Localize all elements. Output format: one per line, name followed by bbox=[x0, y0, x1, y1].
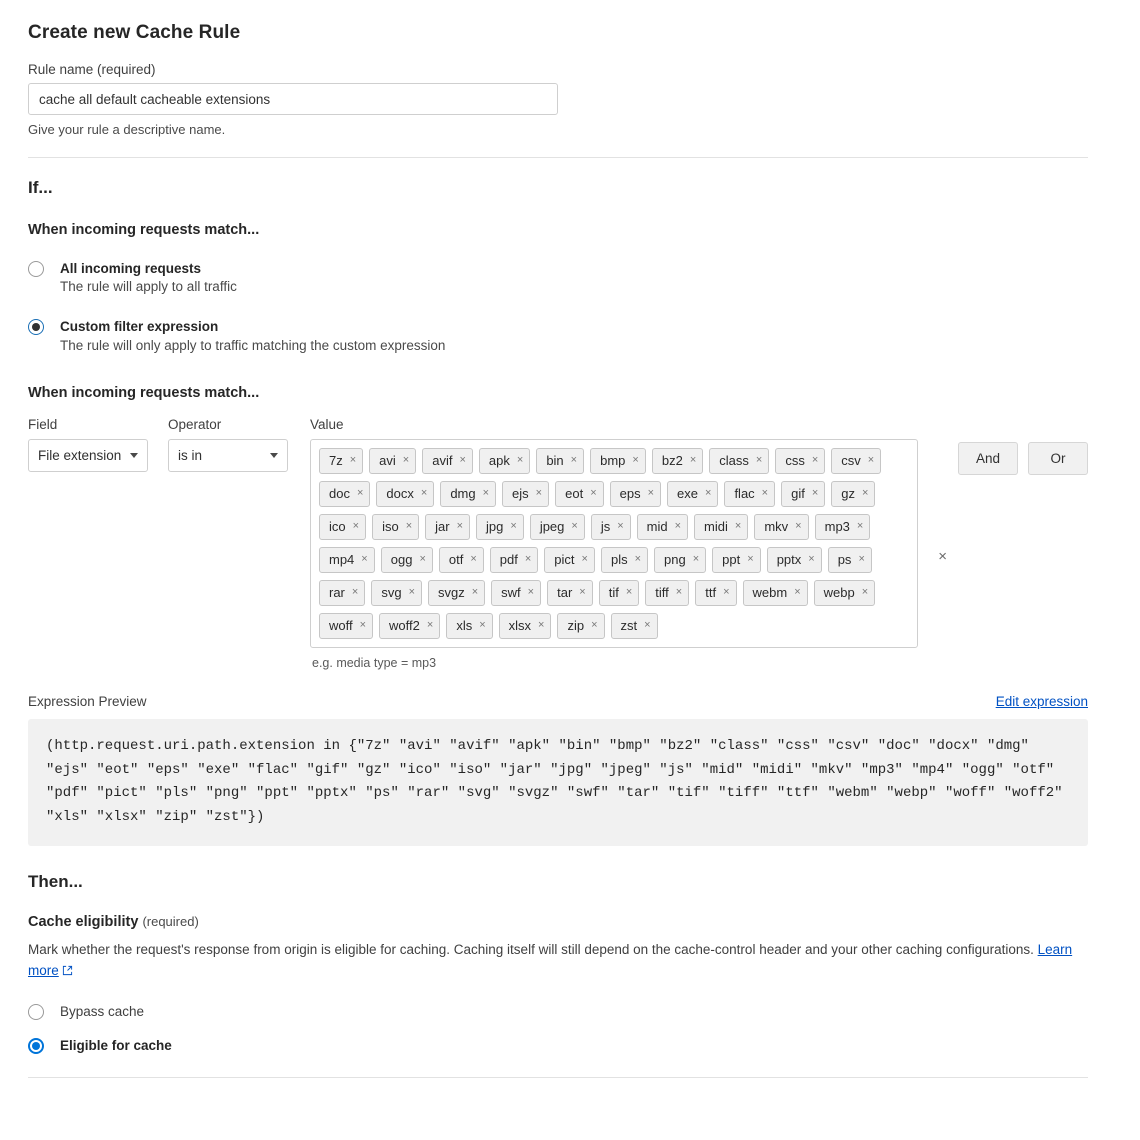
value-token-label: pptx bbox=[776, 552, 802, 568]
remove-token-icon[interactable]: × bbox=[535, 487, 543, 500]
cache-eligibility-description bbox=[28, 940, 1093, 983]
value-token[interactable] bbox=[610, 481, 661, 507]
remove-token-icon[interactable]: × bbox=[862, 487, 869, 500]
value-token[interactable] bbox=[379, 613, 440, 639]
value-token[interactable] bbox=[611, 613, 658, 639]
remove-token-icon[interactable]: × bbox=[867, 454, 875, 467]
value-token-input[interactable] bbox=[310, 439, 947, 648]
field-label: Field bbox=[28, 416, 58, 432]
value-token-label: tif bbox=[608, 585, 619, 601]
cache-eligibility-title: Cache eligibility bbox=[28, 914, 139, 931]
remove-token-icon[interactable]: × bbox=[408, 586, 415, 599]
radio-label-all-requests: All incoming requests bbox=[60, 261, 202, 276]
remove-token-icon[interactable]: × bbox=[761, 487, 769, 500]
value-token[interactable] bbox=[709, 448, 769, 474]
remove-token-icon[interactable]: × bbox=[456, 520, 464, 533]
value-token[interactable] bbox=[440, 481, 496, 507]
value-token[interactable] bbox=[446, 613, 492, 639]
preview-header bbox=[28, 694, 1088, 709]
value-token-label: pdf bbox=[499, 552, 518, 568]
value-token-label: xls bbox=[456, 618, 473, 634]
value-token-label: exe bbox=[677, 486, 698, 502]
remove-token-icon[interactable]: × bbox=[705, 487, 712, 500]
remove-token-icon[interactable]: × bbox=[581, 553, 588, 566]
value-token-label: ppt bbox=[722, 552, 741, 568]
if-heading: If... bbox=[28, 178, 53, 197]
operator-select[interactable] bbox=[168, 439, 288, 472]
value-token-label: ico bbox=[329, 519, 346, 535]
radio-icon-bypass-cache[interactable] bbox=[28, 1004, 44, 1020]
value-token-label: webp bbox=[823, 585, 855, 601]
value-token-label: tiff bbox=[655, 585, 669, 601]
remove-token-icon[interactable]: × bbox=[361, 553, 368, 566]
remove-token-icon[interactable]: × bbox=[479, 619, 486, 632]
value-token[interactable] bbox=[490, 547, 539, 573]
value-token-label: bz2 bbox=[661, 453, 683, 469]
external-link-icon bbox=[62, 962, 73, 983]
value-token-label: mp4 bbox=[329, 552, 355, 568]
remove-token-icon[interactable]: × bbox=[571, 520, 578, 533]
value-token-label: js bbox=[600, 519, 611, 535]
remove-token-icon[interactable]: × bbox=[644, 619, 651, 632]
value-token[interactable] bbox=[491, 580, 541, 606]
value-token[interactable] bbox=[815, 514, 871, 540]
value-token[interactable] bbox=[479, 448, 530, 474]
remove-token-icon[interactable]: × bbox=[590, 487, 597, 500]
value-token-label: png bbox=[664, 552, 686, 568]
expression-builder bbox=[28, 417, 1088, 670]
divider-top bbox=[28, 157, 1088, 158]
value-token[interactable] bbox=[637, 514, 688, 540]
value-token-label: eps bbox=[619, 486, 641, 502]
value-token-label: svg bbox=[381, 585, 402, 601]
chevron-down-icon bbox=[270, 453, 278, 458]
value-token-label: csv bbox=[841, 453, 861, 469]
value-token-label: jpeg bbox=[539, 519, 565, 535]
value-token-label: ejs bbox=[512, 486, 529, 502]
edit-expression-link[interactable]: Edit expression bbox=[995, 693, 1088, 709]
remove-token-icon[interactable]: × bbox=[856, 520, 864, 533]
remove-token-icon[interactable]: × bbox=[634, 553, 642, 566]
value-token-label: avif bbox=[432, 453, 453, 469]
value-token[interactable] bbox=[712, 547, 761, 573]
value-token[interactable] bbox=[319, 547, 375, 573]
remove-token-icon[interactable]: × bbox=[808, 553, 815, 566]
value-token[interactable] bbox=[555, 481, 604, 507]
cache-eligibility-label bbox=[28, 914, 1088, 930]
value-token-label: rar bbox=[329, 585, 345, 601]
value-token[interactable] bbox=[695, 580, 736, 606]
cache-eligibility-description-text: Mark whether the request's response from origin is eligible for caching. Caching itself will still depend on the cache-control header and your other caching configurations. bbox=[28, 942, 1038, 958]
value-token[interactable] bbox=[428, 580, 485, 606]
value-token[interactable] bbox=[694, 514, 748, 540]
value-token-label: svgz bbox=[438, 585, 465, 601]
cache-eligibility-required: (required) bbox=[142, 914, 199, 930]
remove-token-icon[interactable]: × bbox=[674, 520, 682, 533]
radio-option-custom-filter[interactable] bbox=[28, 318, 1088, 354]
remove-token-icon[interactable]: × bbox=[591, 619, 598, 632]
value-column bbox=[310, 416, 947, 670]
value-token-label: woff bbox=[329, 618, 353, 634]
value-token-label: dmg bbox=[450, 486, 476, 502]
remove-token-icon[interactable]: × bbox=[359, 619, 367, 632]
value-token[interactable] bbox=[767, 547, 822, 573]
value-token[interactable] bbox=[376, 481, 434, 507]
value-token[interactable] bbox=[369, 448, 416, 474]
remove-token-icon[interactable]: × bbox=[632, 454, 639, 467]
learn-more-link[interactable]: Learn more bbox=[28, 942, 1073, 978]
value-tokens-wrap bbox=[310, 439, 947, 648]
value-token[interactable] bbox=[667, 481, 718, 507]
value-token[interactable] bbox=[319, 580, 365, 606]
remove-token-icon[interactable]: × bbox=[510, 520, 517, 533]
value-token-label: avi bbox=[379, 453, 396, 469]
radio-option-bypass-cache[interactable] bbox=[28, 1003, 1088, 1021]
remove-token-icon[interactable]: × bbox=[405, 520, 413, 533]
remove-token-icon[interactable]: × bbox=[352, 520, 360, 533]
value-token-label: class bbox=[719, 453, 749, 469]
value-label: Value bbox=[310, 416, 344, 432]
remove-token-icon[interactable]: × bbox=[734, 520, 742, 533]
value-token[interactable] bbox=[814, 580, 876, 606]
value-token-label: gz bbox=[841, 486, 856, 502]
radio-desc-custom-filter: The rule will only apply to traffic matching the custom expression bbox=[60, 337, 446, 353]
value-token[interactable] bbox=[372, 514, 419, 540]
value-token[interactable] bbox=[590, 448, 646, 474]
value-token-label: bin bbox=[546, 453, 564, 469]
value-token[interactable] bbox=[499, 613, 552, 639]
radio-icon-custom-filter[interactable] bbox=[28, 319, 44, 335]
value-token[interactable] bbox=[439, 547, 484, 573]
remove-token-icon[interactable]: × bbox=[538, 619, 545, 632]
value-token[interactable] bbox=[652, 448, 703, 474]
value-token-label: flac bbox=[734, 486, 755, 502]
preview-label: Expression Preview bbox=[28, 693, 147, 709]
value-token-label: otf bbox=[448, 552, 464, 568]
value-token[interactable] bbox=[381, 547, 433, 573]
value-hint: e.g. media type = mp3 bbox=[312, 655, 437, 670]
operator-column bbox=[168, 417, 288, 472]
radio-icon-eligible-for-cache[interactable] bbox=[28, 1038, 44, 1054]
remove-token-icon[interactable]: × bbox=[527, 586, 535, 599]
remove-token-icon[interactable]: × bbox=[349, 454, 357, 467]
value-token[interactable] bbox=[743, 580, 808, 606]
remove-token-icon[interactable]: × bbox=[419, 553, 426, 566]
value-token[interactable] bbox=[536, 448, 584, 474]
value-token-label: mp3 bbox=[824, 519, 850, 535]
remove-token-icon[interactable]: × bbox=[351, 586, 359, 599]
remove-token-icon[interactable]: × bbox=[516, 454, 524, 467]
value-token[interactable] bbox=[422, 448, 473, 474]
operator-label: Operator bbox=[168, 416, 222, 432]
value-token[interactable] bbox=[591, 514, 631, 540]
value-token-label: zip bbox=[567, 618, 585, 634]
remove-token-icon[interactable]: × bbox=[692, 553, 700, 566]
value-token[interactable] bbox=[599, 580, 640, 606]
remove-token-icon[interactable]: × bbox=[482, 487, 490, 500]
value-token[interactable] bbox=[476, 514, 524, 540]
then-heading: Then... bbox=[28, 872, 83, 892]
remove-token-icon[interactable]: × bbox=[794, 586, 801, 599]
remove-token-icon[interactable]: × bbox=[811, 454, 819, 467]
remove-token-icon[interactable]: × bbox=[420, 487, 428, 500]
value-token[interactable] bbox=[547, 580, 593, 606]
value-token[interactable] bbox=[319, 448, 363, 474]
value-token[interactable] bbox=[319, 514, 366, 540]
remove-token-icon[interactable]: × bbox=[459, 454, 466, 467]
page-title: Create new Cache Rule bbox=[28, 22, 241, 43]
remove-token-icon[interactable]: × bbox=[689, 454, 697, 467]
value-token-label: doc bbox=[329, 486, 350, 502]
value-token-label: iso bbox=[382, 519, 399, 535]
value-token[interactable] bbox=[557, 613, 604, 639]
value-token-label: bmp bbox=[600, 453, 626, 469]
divider-bottom bbox=[28, 1077, 1088, 1078]
value-token[interactable] bbox=[319, 481, 370, 507]
value-token-label: mkv bbox=[764, 519, 789, 535]
value-token-label: ogg bbox=[390, 552, 413, 568]
radio-desc-all-requests: The rule will apply to all traffic bbox=[60, 279, 237, 295]
remove-token-icon[interactable]: × bbox=[356, 487, 364, 500]
value-token[interactable] bbox=[502, 481, 549, 507]
remove-token-icon[interactable]: × bbox=[524, 553, 532, 566]
value-token-label: ps bbox=[837, 552, 852, 568]
remove-token-icon[interactable]: × bbox=[795, 520, 802, 533]
value-token[interactable] bbox=[425, 514, 470, 540]
radio-option-all-requests[interactable] bbox=[28, 260, 1088, 296]
value-token-label: pls bbox=[610, 552, 628, 568]
rule-name-help: Give your rule a descriptive name. bbox=[28, 122, 226, 137]
value-token[interactable] bbox=[601, 547, 648, 573]
remove-token-icon[interactable]: × bbox=[675, 586, 683, 599]
value-token-label: apk bbox=[488, 453, 510, 469]
value-token-label: jar bbox=[435, 519, 450, 535]
value-token-label: swf bbox=[501, 585, 521, 601]
value-token-label: jpg bbox=[486, 519, 504, 535]
chevron-down-icon bbox=[130, 453, 138, 458]
value-token-label: mid bbox=[646, 519, 668, 535]
builder-heading: When incoming requests match... bbox=[28, 384, 260, 401]
remove-token-icon[interactable]: × bbox=[723, 586, 730, 599]
remove-token-icon[interactable]: × bbox=[579, 586, 586, 599]
logic-buttons bbox=[958, 442, 1088, 475]
field-select[interactable] bbox=[28, 439, 148, 472]
remove-token-icon[interactable]: × bbox=[470, 553, 477, 566]
value-token-label: gif bbox=[791, 486, 805, 502]
value-token[interactable] bbox=[724, 481, 775, 507]
rule-name-label: Rule name (required) bbox=[28, 62, 156, 77]
value-token-label: 7z bbox=[329, 453, 343, 469]
remove-token-icon[interactable]: × bbox=[402, 454, 410, 467]
value-token-label: midi bbox=[704, 519, 728, 535]
remove-token-icon[interactable]: × bbox=[426, 619, 434, 632]
and-button[interactable]: And bbox=[958, 442, 1018, 475]
value-token-label: zst bbox=[620, 618, 638, 634]
clear-all-icon[interactable]: × bbox=[938, 547, 947, 565]
match-heading: When incoming requests match... bbox=[28, 222, 260, 238]
radio-label-eligible-for-cache: Eligible for cache bbox=[60, 1038, 172, 1054]
value-token[interactable] bbox=[645, 580, 689, 606]
value-token-label: woff2 bbox=[389, 618, 420, 634]
field-select-value: File extension bbox=[38, 447, 122, 463]
operator-select-value: is in bbox=[178, 447, 203, 463]
value-token[interactable] bbox=[371, 580, 422, 606]
value-token[interactable] bbox=[754, 514, 808, 540]
value-token-label: css bbox=[785, 453, 805, 469]
radio-icon-all-requests[interactable] bbox=[28, 261, 44, 277]
value-token-label: ttf bbox=[705, 585, 717, 601]
value-token-label: tar bbox=[557, 585, 573, 601]
value-token-label: pict bbox=[554, 552, 575, 568]
remove-token-icon[interactable]: × bbox=[811, 487, 819, 500]
value-token-label: xlsx bbox=[508, 618, 532, 634]
remove-token-icon[interactable]: × bbox=[471, 586, 479, 599]
value-token[interactable] bbox=[775, 448, 825, 474]
expression-preview: (http.request.uri.path.extension in {"7z" "avi" "avif" "apk" "bin" "bmp" "bz2" "class" "css" "csv" "doc" "docx" "dmg" "ejs" "eot" "eps" "exe" "flac" "gif" "gz" "ico" "iso" "jar" "jpg" "jpeg" "js" "mid" "midi" "mkv" "mp3" "mp4" "ogg" "otf" "pdf" "pict" "pls" "png" "ppt" "pptx" "ps" "rar" "svg" "svgz" "swf" "tar" "tif" "tiff" "ttf" "webm" "webp" "woff" "woff2" "xls" "xlsx" "zip" "zst"}) bbox=[28, 719, 1088, 846]
value-token[interactable] bbox=[654, 547, 706, 573]
field-column bbox=[28, 417, 148, 472]
value-token-label: docx bbox=[386, 486, 414, 502]
value-token[interactable] bbox=[828, 547, 872, 573]
remove-token-icon[interactable]: × bbox=[858, 553, 865, 566]
remove-token-icon[interactable]: × bbox=[647, 487, 655, 500]
radio-option-eligible-for-cache[interactable] bbox=[28, 1037, 1088, 1055]
value-token[interactable] bbox=[831, 481, 875, 507]
remove-token-icon[interactable]: × bbox=[617, 520, 624, 533]
value-token[interactable] bbox=[781, 481, 825, 507]
rule-name-input[interactable]: cache all default cacheable extensions bbox=[28, 83, 558, 115]
value-token[interactable] bbox=[831, 448, 881, 474]
remove-token-icon[interactable]: × bbox=[861, 586, 869, 599]
radio-label-bypass-cache: Bypass cache bbox=[60, 1003, 145, 1019]
value-token[interactable] bbox=[319, 613, 373, 639]
value-token-label: eot bbox=[565, 486, 584, 502]
radio-label-custom-filter: Custom filter expression bbox=[60, 319, 219, 335]
value-token-label: webm bbox=[752, 585, 788, 601]
or-button[interactable]: Or bbox=[1028, 442, 1088, 475]
remove-token-icon[interactable]: × bbox=[625, 586, 633, 599]
remove-token-icon[interactable]: × bbox=[570, 454, 578, 467]
remove-token-icon[interactable]: × bbox=[755, 454, 763, 467]
value-token[interactable] bbox=[544, 547, 595, 573]
remove-token-icon[interactable]: × bbox=[747, 553, 754, 566]
value-token[interactable] bbox=[530, 514, 585, 540]
